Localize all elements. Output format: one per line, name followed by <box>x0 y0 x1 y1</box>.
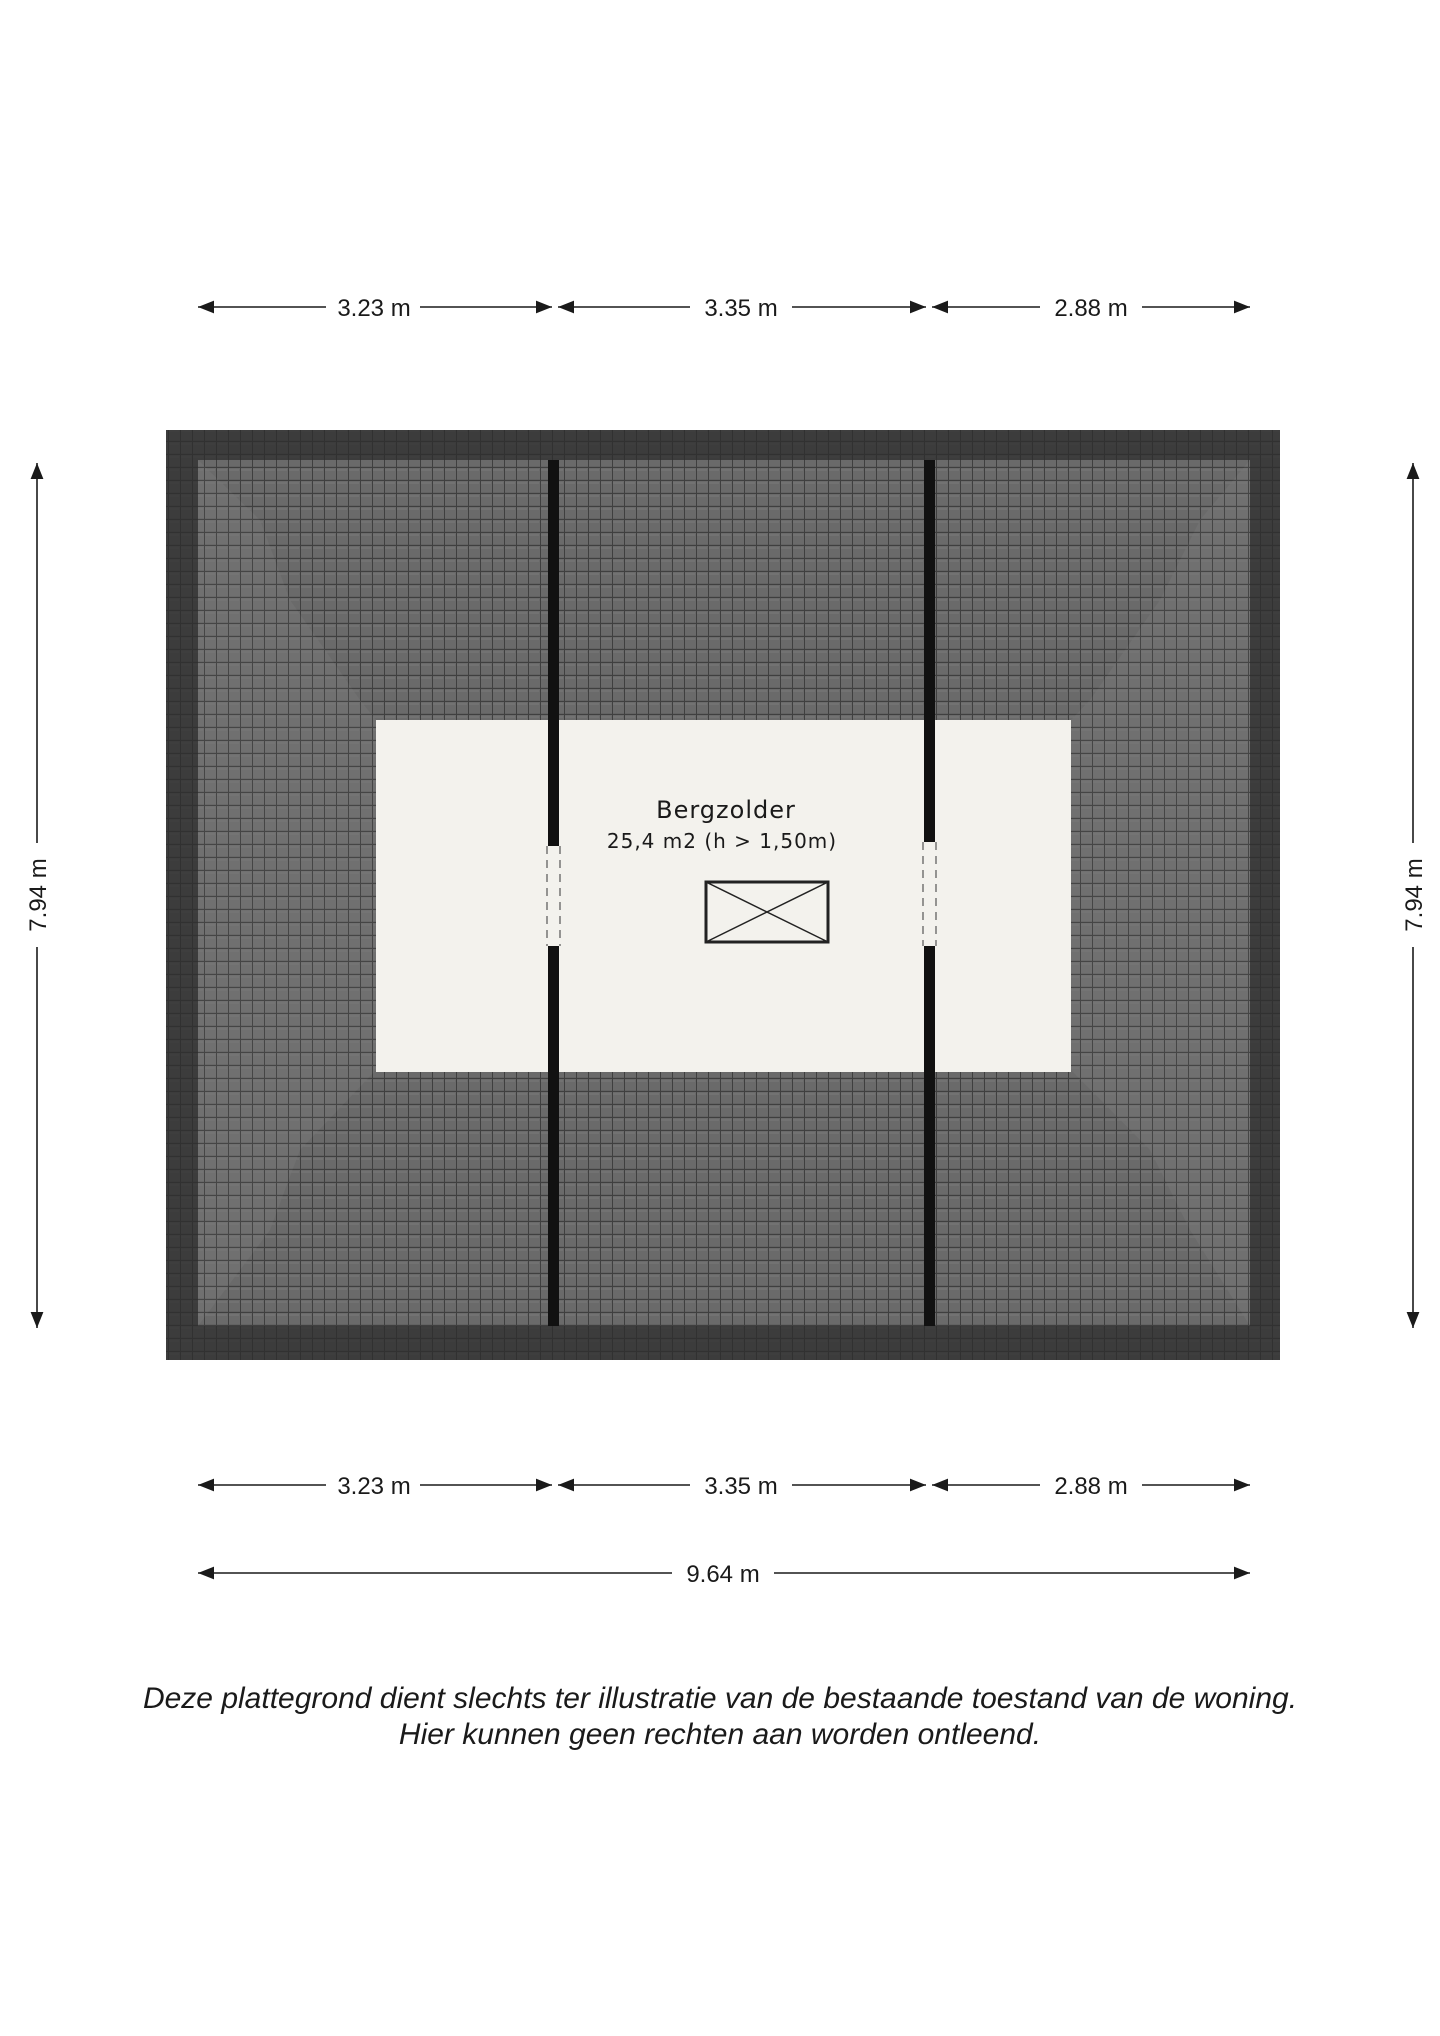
dimension-left-label: 7.94 m <box>25 858 52 932</box>
room-area: 25,4 m2 (h > 1,50m) <box>606 829 838 853</box>
dimension-bottom-3: 2.88 m <box>1054 1473 1128 1500</box>
dimension-bottom-2: 3.35 m <box>704 1473 778 1500</box>
dimension-top-1: 3.23 m <box>337 295 411 322</box>
dimension-bottom-1: 3.23 m <box>337 1473 411 1500</box>
dimension-top-3: 2.88 m <box>1054 295 1128 322</box>
dimension-top-2: 3.35 m <box>704 295 778 322</box>
dimension-right-label: 7.94 m <box>1401 858 1428 932</box>
disclaimer-line-2: Hier kunnen geen rechten aan worden ontleend. <box>398 1718 1042 1751</box>
bergzolder-floor <box>376 720 1071 1072</box>
disclaimer-line-1: Deze plattegrond dient slechts ter illustratie van de bestaande toestand van de woning. <box>142 1682 1298 1715</box>
dimension-total-label: 9.64 m <box>686 1561 760 1588</box>
room-name: Bergzolder <box>656 796 796 824</box>
